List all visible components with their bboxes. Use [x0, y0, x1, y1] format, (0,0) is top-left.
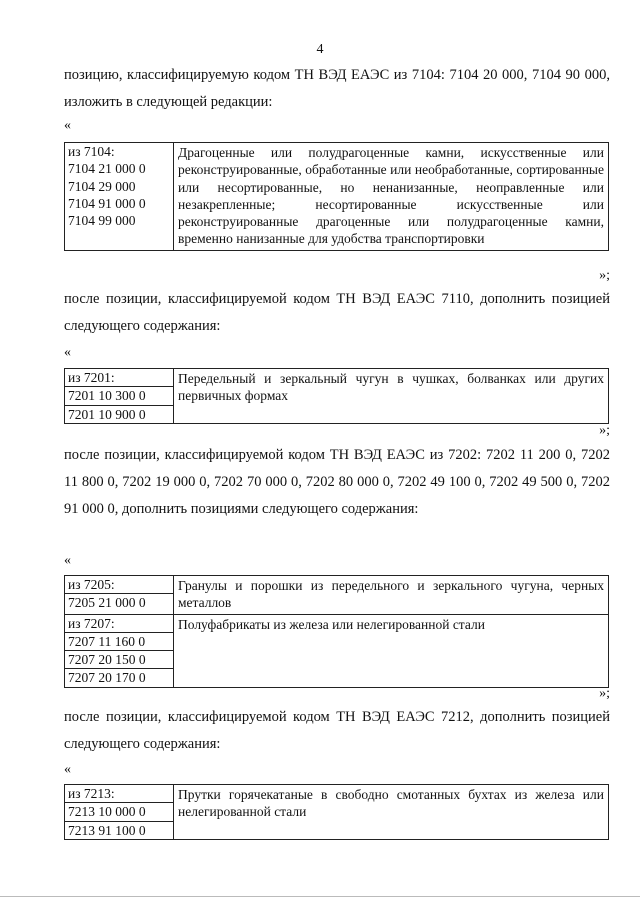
code-cell: [65, 369, 174, 424]
instruction-paragraph: позицию, классифицируемую кодом ТН ВЭД ЕАЭС из 7104: 7104 20 000, 7104 90 000, изложить в следующей редакции:: [64, 67, 610, 110]
code-line: 7104 29 000: [68, 178, 136, 194]
opening-quote: «: [64, 553, 71, 568]
description-cell: Передельный и зеркальный чугун в чушках, болванках или других первичных формах: [174, 369, 609, 424]
closing-quote: »;: [599, 686, 610, 701]
code-line: 7201 10 900 0: [65, 405, 173, 423]
code-line: 7201 10 300 0: [65, 386, 173, 404]
code-line: 7207 20 170 0: [65, 668, 173, 686]
code-line: 7104 21 000 0: [68, 161, 146, 177]
code-line: 7104 99 000: [68, 213, 136, 229]
code-cell: [65, 576, 174, 615]
code-line: из 7201:: [68, 370, 115, 385]
code-line: из 7213:: [68, 786, 115, 801]
page-number: 4: [316, 42, 324, 57]
code-line: 7207 11 160 0: [65, 632, 173, 650]
code-line: 7213 91 100 0: [65, 821, 173, 839]
description-cell: Прутки горячекатаные в свободно смотанных бухтах из железа или нелегированной стали: [174, 785, 609, 840]
description-cell: Полуфабрикаты из железа или нелегированной стали: [174, 614, 609, 687]
code-line: 7104 91 000 0: [68, 195, 146, 211]
opening-quote: «: [64, 345, 71, 360]
table-row: [65, 576, 609, 615]
opening-quote: «: [64, 762, 71, 777]
code-cell: [65, 614, 174, 687]
description-cell: Гранулы и порошки из передельного и зеркального чугуна, черных металлов: [174, 576, 609, 615]
code-cell: [65, 143, 174, 251]
codes-table: [64, 142, 609, 251]
instruction-paragraph: после позиции, классифицируемой кодом ТН ВЭД ЕАЭС из 7202: 7202 11 200 0, 7202 11 800 0, 7202 19 000 0, 7202 70 000 0, 7202 80 000 0, 7202 49 100 0, 7202 49 500 0, 7202 91 000 0, дополнить позициями следующего содержания:: [64, 447, 610, 517]
closing-quote: »;: [599, 268, 610, 283]
closing-quote: »;: [599, 423, 610, 438]
code-line: 7213 10 000 0: [65, 802, 173, 820]
opening-quote: «: [64, 118, 71, 133]
codes-table: [64, 575, 609, 688]
table-row: [65, 785, 609, 840]
code-cell: [65, 785, 174, 840]
table-row: [65, 143, 609, 251]
page-edge-divider: [0, 896, 640, 897]
instruction-paragraph: после позиции, классифицируемой кодом ТН ВЭД ЕАЭС 7110, дополнить позицией следующего содержания:: [64, 291, 610, 334]
code-line: 7207 20 150 0: [65, 650, 173, 668]
codes-table: [64, 784, 609, 840]
description-cell: Драгоценные или полудрагоценные камни, искусственные или реконструированные, обработанные или необработанные, сортированные или несортированные, но ненанизанные, неоправленные или незакрепленные; несортированные искусственные или реконструированные драгоценные или полудрагоценные камни, временно нанизанные для удобства транспортировки: [174, 143, 609, 251]
code-line: из 7207:: [68, 615, 115, 631]
table-row: [65, 614, 609, 687]
table-row: [65, 369, 609, 424]
code-line: из 7104:: [68, 144, 115, 159]
code-line: из 7205:: [68, 577, 115, 592]
codes-table: [64, 368, 609, 424]
instruction-paragraph: после позиции, классифицируемой кодом ТН ВЭД ЕАЭС 7212, дополнить позицией следующего содержания:: [64, 709, 610, 752]
code-line: 7205 21 000 0: [65, 593, 173, 611]
